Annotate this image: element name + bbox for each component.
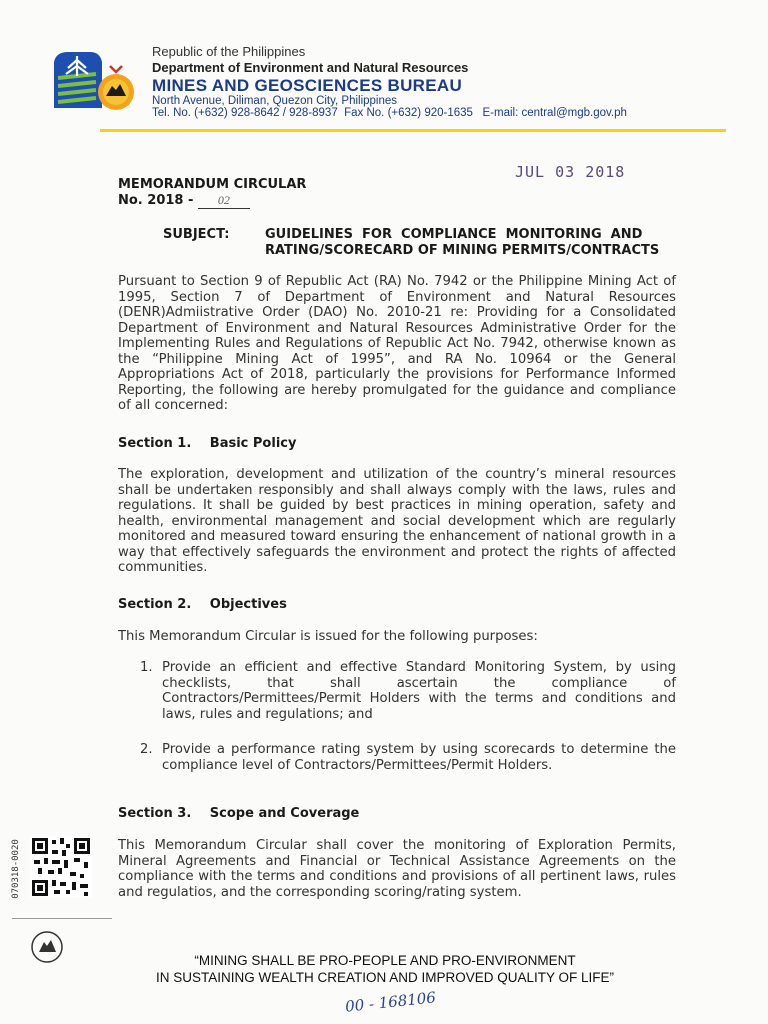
section-1-number: Section 1. [118,436,192,451]
list-item-text: Provide a performance rating system by using scorecards to determine the compliance level of Contractors/Permittees/Permit Holders. [162,742,676,773]
date-stamp: JUL 03 2018 [515,163,626,181]
section-2-text: This Memorandum Circular is issued for the following purposes: [118,629,538,644]
subject-label: SUBJECT: [163,227,230,242]
letterhead-contact: Tel. No. (+632) 928-8642 / 928-8937 Fax No. (+632) 920-1635 E-mail: central@mgb.gov.ph [152,107,627,119]
list-item-number: 2. [140,742,153,757]
mgb-seal [30,930,64,964]
footer-tagline-line-2: IN SUSTAINING WEALTH CREATION AND IMPROVED QUALITY OF LIFE” [155,970,615,985]
section-3-title: Scope and Coverage [209,806,360,821]
barcode-id: 070318-0020 [10,839,21,899]
subject-line-1: GUIDELINES FOR COMPLIANCE MONITORING AND [265,227,643,242]
letterhead-bureau: MINES AND GEOSCIENCES BUREAU [152,76,463,95]
qr-code-icon [30,836,92,898]
mgb-logo [50,48,146,120]
footer-tagline-line-1: “MINING SHALL BE PRO-PEOPLE AND PRO-ENVIRONMENT [194,953,576,968]
memo-number-value: 02 [198,193,250,209]
list-item [140,742,676,773]
section-3-heading [118,806,359,821]
section-3-text: This Memorandum Circular shall cover the monitoring of Exploration Permits, Mineral Agreements and Financial or Technical Assistance Agreements on the compliance with the terms and conditions and provisions of all pertinent laws, rules and regulatios, and the corresponding scoring/rating system. [118,838,676,900]
section-2-heading [118,597,287,612]
memo-title: MEMORANDUM CIRCULAR [118,177,307,192]
section-2-title: Objectives [209,597,287,612]
list-item [140,660,676,722]
qr-code-sticker [12,826,112,919]
letterhead-country: Republic of the Philippines [152,44,306,59]
letterhead-department: Department of Environment and Natural Resources [152,60,469,75]
letterhead-address: North Avenue, Diliman, Quezon City, Philippines [152,95,398,107]
letterhead-rule [100,129,726,132]
section-1-text: The exploration, development and utilization of the country’s mineral resources shall be undertaken responsibly and shall always comply with the laws, rules and regulations. It shall be guided by best practices in mining operation, safety and health, environmental management and social development which are regularly monitored and measured toward ensuring the enhancement of national growth in a way that effectively safeguards the environment and protect the rights of affected communities. [118,467,676,575]
memo-number [118,193,250,209]
section-1-title: Basic Policy [209,436,297,451]
list-item-number: 1. [140,660,153,675]
subject-line-2: RATING/SCORECARD OF MINING PERMITS/CONTRACTS [265,243,660,258]
list-item-text: Provide an efficient and effective Standard Monitoring System, by using checklists, that shall ascertain the compliance of Contractors/Permittees/Permit Holders with the terms and conditions and laws, rules and regulations; and [162,660,676,722]
footer-tagline [120,952,650,986]
section-2-number: Section 2. [118,597,192,612]
section-1-heading [118,436,296,451]
section-3-number: Section 3. [118,806,192,821]
memo-number-prefix: No. 2018 - [118,193,194,208]
handwritten-number: 00 - 168106 [344,988,437,1016]
intro-paragraph: Pursuant to Section 9 of Republic Act (RA) No. 7942 or the Philippine Mining Act of 1995, Section 7 of Department of Environment and Natural Resources (DENR)Admiistrative Order (DAO) No. 2010-21 re: Providing for a Consolidated Department of Environment and Natural Resources Administrative Order for the Implementing Rules and Regulations of Republic Act No. 7942, otherwise known as the “Philippine Mining Act of 1995”, and RA No. 10964 or the General Appropriations Act of 2018, particularly the provisions for Performance Informed Reporting, the following are hereby promulgated for the guidance and compliance of all concerned: [118,274,676,413]
